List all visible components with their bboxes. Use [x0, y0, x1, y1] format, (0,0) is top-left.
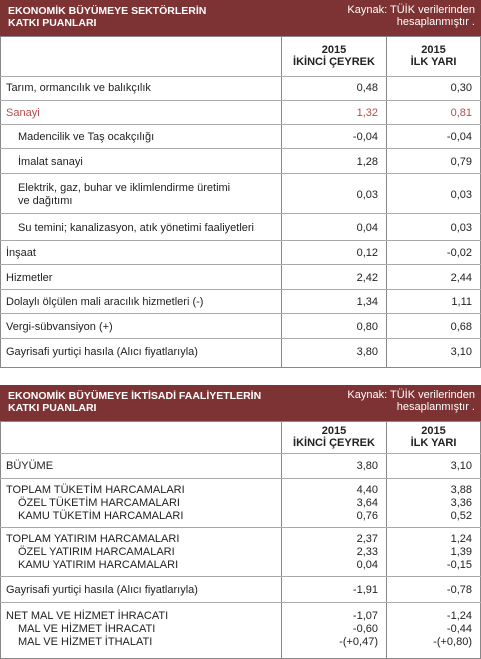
row-divider: [0, 76, 481, 77]
row-label: İnşaat: [6, 247, 36, 259]
source-line: Kaynak: TÜİK verilerinden: [347, 4, 475, 16]
value-q2: 0,03: [356, 189, 378, 201]
value-h1: 0,30: [450, 82, 472, 94]
value-q2: 2,42: [356, 272, 378, 284]
row-divider: [0, 100, 481, 101]
row-divider: [0, 173, 481, 174]
title-line: EKONOMİK BÜYÜMEYE İKTİSADİ FAALİYETLERİN: [8, 390, 262, 402]
row-divider: [0, 240, 481, 241]
row-label: Dolaylı ölçülen mali aracılık hizmetleri (-): [6, 296, 204, 308]
value-q2: 0,48: [356, 82, 378, 94]
value-h1: 3,88: [450, 484, 472, 496]
source-line: hesaplanmıştır .: [396, 401, 475, 413]
value-h1: 0,52: [450, 510, 472, 522]
value-h1: -0,44: [446, 623, 472, 635]
column-header-h1: [387, 44, 480, 84]
value-h1: -(+0,80): [433, 636, 472, 648]
table-title: [8, 390, 298, 414]
row-label: Tarım, ormancılık ve balıkçılık: [6, 82, 151, 94]
source-note: [325, 389, 475, 413]
value-q2: 0,04: [356, 559, 378, 571]
row-divider: [0, 453, 481, 454]
row-divider: [0, 213, 481, 214]
row-label-line: ve dağıtımı: [18, 195, 73, 207]
row-label: Gayrisafi yurtiçi hasıla (Alıcı fiyatlarıyla): [6, 346, 198, 358]
row-divider: [0, 527, 481, 528]
value-q2: -1,07: [352, 610, 378, 622]
row-divider: [0, 338, 481, 339]
value-h1: 0,81: [450, 107, 472, 119]
value-h1: -0,02: [446, 247, 472, 259]
title-line: KATKI PUANLARI: [8, 402, 97, 414]
value-q2: 0,12: [356, 247, 378, 259]
row-label: [18, 182, 230, 208]
row-divider: [0, 576, 481, 577]
value-h1: 0,03: [450, 189, 472, 201]
row-label: İmalat sanayi: [18, 156, 83, 168]
row-label: MAL VE HİZMET İTHALATI: [18, 636, 153, 648]
table-title: [8, 5, 268, 29]
column-header-q2: [282, 425, 386, 465]
row-label: Gayrisafi yurtiçi hasıla (Alıcı fiyatlarıyla): [6, 584, 198, 596]
row-label: Sanayi: [6, 107, 40, 119]
column-header-h1: [387, 425, 480, 465]
row-divider: [0, 602, 481, 603]
row-label: Su temini; kanalizasyon, atık yönetimi faaliyetleri: [18, 222, 254, 234]
column-year: 2015: [421, 44, 446, 56]
row-label: KAMU YATIRIM HARCAMALARI: [18, 559, 179, 571]
column-period: İLK YARI: [410, 56, 457, 68]
row-label: Vergi-sübvansiyon (+): [6, 321, 113, 333]
value-q2: 4,40: [356, 484, 378, 496]
row-label: BÜYÜME: [6, 460, 54, 472]
value-q2: 3,80: [356, 346, 378, 358]
source-note: [325, 4, 475, 28]
row-label: KAMU TÜKETİM HARCAMALARI: [18, 510, 184, 522]
value-q2: 1,34: [356, 296, 378, 308]
value-h1: 3,10: [450, 346, 472, 358]
row-divider: [0, 478, 481, 479]
value-q2: -(+0,47): [339, 636, 378, 648]
row-divider: [0, 289, 481, 290]
column-period: İKİNCİ ÇEYREK: [293, 56, 375, 68]
row-label: ÖZEL TÜKETİM HARCAMALARI: [18, 497, 180, 509]
activity-contribution-table: [0, 385, 481, 659]
table-header-bar: [0, 0, 481, 36]
column-year: 2015: [321, 44, 347, 56]
value-q2: 1,32: [356, 107, 378, 119]
value-q2: 3,64: [356, 497, 378, 509]
row-label: TOPLAM YATIRIM HARCAMALARI: [6, 533, 180, 545]
value-h1: -1,24: [446, 610, 472, 622]
column-divider: [386, 36, 387, 367]
row-label: MAL VE HİZMET İHRACATI: [18, 623, 156, 635]
value-h1: -0,15: [446, 559, 472, 571]
row-divider: [0, 313, 481, 314]
value-q2: -0,60: [352, 623, 378, 635]
value-h1: 1,11: [451, 296, 472, 308]
value-q2: -1,91: [352, 584, 378, 596]
title-line: KATKI PUANLARI: [8, 17, 97, 29]
source-line: hesaplanmıştır .: [396, 16, 475, 28]
row-label: ÖZEL YATIRIM HARCAMALARI: [18, 546, 175, 558]
row-label-line: Elektrik, gaz, buhar ve iklimlendirme üretimi: [18, 182, 231, 194]
value-q2: 0,04: [356, 222, 378, 234]
value-q2: 0,80: [356, 321, 378, 333]
row-divider: [0, 124, 481, 125]
value-h1: 1,24: [450, 533, 472, 545]
row-label: NET MAL VE HİZMET İHRACATI: [6, 610, 169, 622]
row-label: TOPLAM TÜKETİM HARCAMALARI: [6, 484, 185, 496]
table-header-bar: [0, 385, 481, 421]
value-q2: 0,76: [356, 510, 378, 522]
value-h1: 3,36: [450, 497, 472, 509]
row-label: Madencilik ve Taş ocakçılığı: [18, 131, 155, 143]
value-h1: 0,79: [450, 156, 472, 168]
row-divider: [0, 264, 481, 265]
source-line: Kaynak: TÜİK verilerinden: [347, 389, 475, 401]
value-q2: 2,33: [356, 546, 378, 558]
row-divider: [0, 148, 481, 149]
value-h1: -0,04: [446, 131, 472, 143]
column-year: 2015: [321, 425, 347, 437]
value-q2: 3,80: [356, 460, 378, 472]
value-h1: 3,10: [450, 460, 472, 472]
value-q2: 1,28: [356, 156, 378, 168]
column-header-q2: [282, 44, 386, 84]
value-h1: -0,78: [446, 584, 472, 596]
column-period: İKİNCİ ÇEYREK: [293, 437, 375, 449]
column-period: İLK YARI: [410, 437, 457, 449]
column-year: 2015: [421, 425, 446, 437]
value-h1: 2,44: [450, 272, 472, 284]
value-q2: -0,04: [352, 131, 378, 143]
value-h1: 1,39: [450, 546, 472, 558]
title-line: EKONOMİK BÜYÜMEYE SEKTÖRLERİN: [8, 5, 207, 17]
value-q2: 2,37: [356, 533, 378, 545]
value-h1: 0,68: [450, 321, 472, 333]
row-label: Hizmetler: [6, 272, 53, 284]
value-h1: 0,03: [450, 222, 472, 234]
